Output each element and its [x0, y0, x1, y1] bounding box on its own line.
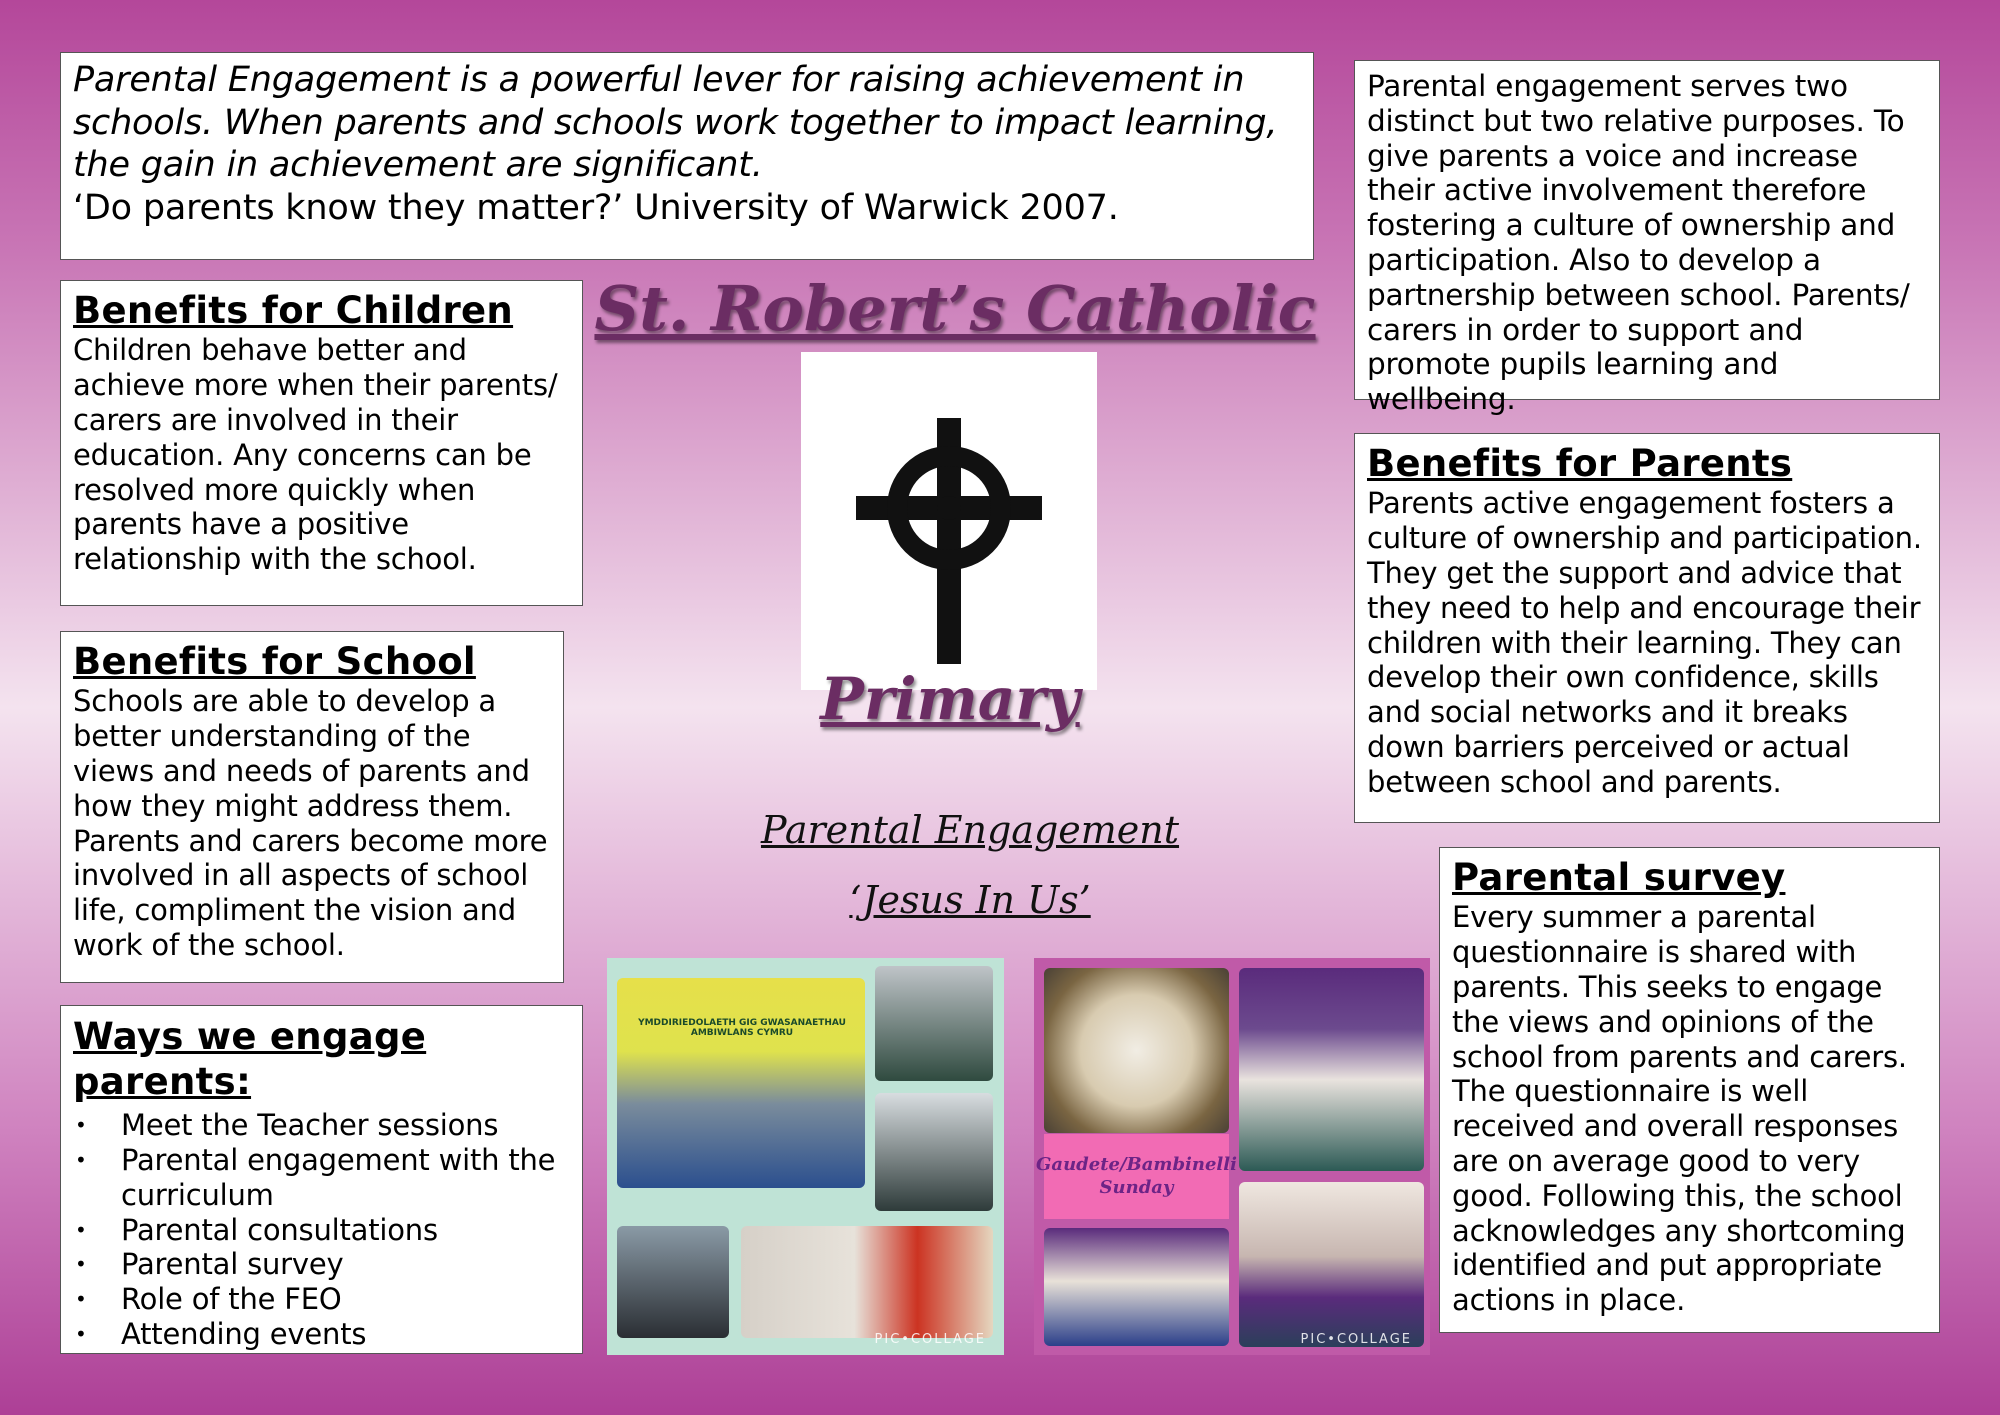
- photo-child-thumbs-up: [1044, 1228, 1229, 1346]
- banner-line-2: Sunday: [1099, 1176, 1174, 1198]
- photo-collage-bambinelli: [1034, 958, 1430, 1355]
- school-type: Primary: [820, 665, 1080, 733]
- list-item: • Parental consultations: [121, 1213, 570, 1248]
- benefits-children-box: [60, 280, 583, 606]
- ways-engage-heading: Ways we engage parents:: [73, 1015, 427, 1104]
- photo-child-driver: [617, 1226, 729, 1338]
- benefits-parents-box: [1354, 433, 1940, 823]
- benefits-children-text: Children behave better and achieve more when their parents/ carers are involved in their education. Any concerns can be resolved more quickly when parents have a positive relationship with the school.: [73, 333, 558, 577]
- list-item: • Parental engagement with the curriculum: [121, 1143, 570, 1213]
- collage-watermark: PIC•COLLAGE: [874, 1332, 986, 1347]
- list-item: • Role of the FEO: [121, 1282, 570, 1317]
- photo-altar-child: [1239, 968, 1424, 1171]
- motto: ‘Jesus In Us’: [849, 878, 1091, 922]
- poster-subtitle: Parental Engagement: [760, 808, 1180, 852]
- photo-heart-basket: [1044, 968, 1229, 1133]
- parental-survey-heading: Parental survey: [1452, 856, 1786, 899]
- celtic-cross-icon: [801, 352, 1097, 690]
- list-item: • Parental survey: [121, 1247, 570, 1282]
- photo-medical-kit: [875, 1093, 993, 1211]
- collage-watermark: PIC•COLLAGE: [1300, 1332, 1412, 1347]
- quote-citation: ‘Do parents know they matter?’ University of Warwick 2007.: [73, 188, 1119, 229]
- benefits-parents-heading: Benefits for Parents: [1367, 442, 1793, 485]
- school-name: St. Robert’s Catholic: [594, 272, 1316, 345]
- benefits-school-box: [60, 631, 564, 983]
- list-item: • Attending events: [121, 1317, 570, 1352]
- photo-adults-uniform: [875, 966, 993, 1081]
- gaudete-banner: [1036, 1134, 1237, 1219]
- quote-text: Parental Engagement is a powerful lever for raising achievement in schools. When parents and schools work together to impact learning, the gain in achievement are significant.: [73, 60, 1278, 186]
- benefits-children-heading: Benefits for Children: [73, 289, 514, 332]
- photo-children-ambulance: [741, 1226, 993, 1338]
- benefits-school-heading: Benefits for School: [73, 640, 476, 683]
- ambulance-text: YMDDIRIEDOLAETH GIG GWASANAETHAU AMBIWLANS CYMRU: [638, 1018, 846, 1038]
- photo-collage-ambulance: [607, 958, 1004, 1355]
- purposes-text: Parental engagement serves two distinct but two relative purposes. To give parents a voice and increase their active involvement therefore fostering a culture of ownership and participation. Also to develop a partnership between school. Parents/ carers in order to support and promote pupils learning and wellbeing.: [1367, 69, 1910, 417]
- benefits-school-text: Schools are able to develop a better understanding of the views and needs of parents and how they might address them. Parents and carers become more involved in all aspects of school life, compliment the vision and work of the school.: [73, 684, 548, 962]
- school-logo: [801, 352, 1097, 690]
- photo-church-interior: [1239, 1182, 1424, 1347]
- ways-engage-list: [73, 1108, 570, 1352]
- photo-ambulance-children: [617, 978, 865, 1188]
- parental-survey-box: [1439, 847, 1940, 1333]
- quote-box: [60, 52, 1314, 260]
- purposes-box: [1354, 60, 1940, 417]
- list-item: • Meet the Teacher sessions: [121, 1108, 570, 1143]
- ways-engage-box: [60, 1005, 583, 1354]
- benefits-parents-text: Parents active engagement fosters a culture of ownership and participation. They get the support and advice that they need to help and encourage their children with their learning. They can develop their own confidence, skills and social networks and it breaks down barriers perceived or actual between school and parents.: [1367, 486, 1922, 799]
- banner-line-1: Gaudete/Bambinelli: [1036, 1154, 1237, 1175]
- parental-survey-text: Every summer a parental questionnaire is shared with parents. This seeks to engage the views and opinions of the school from parents and carers. The questionnaire is well received and overall responses are on average good to very good. Following this, the school acknowledges any shortcoming identified and put appropriate actions in place.: [1452, 900, 1907, 1318]
